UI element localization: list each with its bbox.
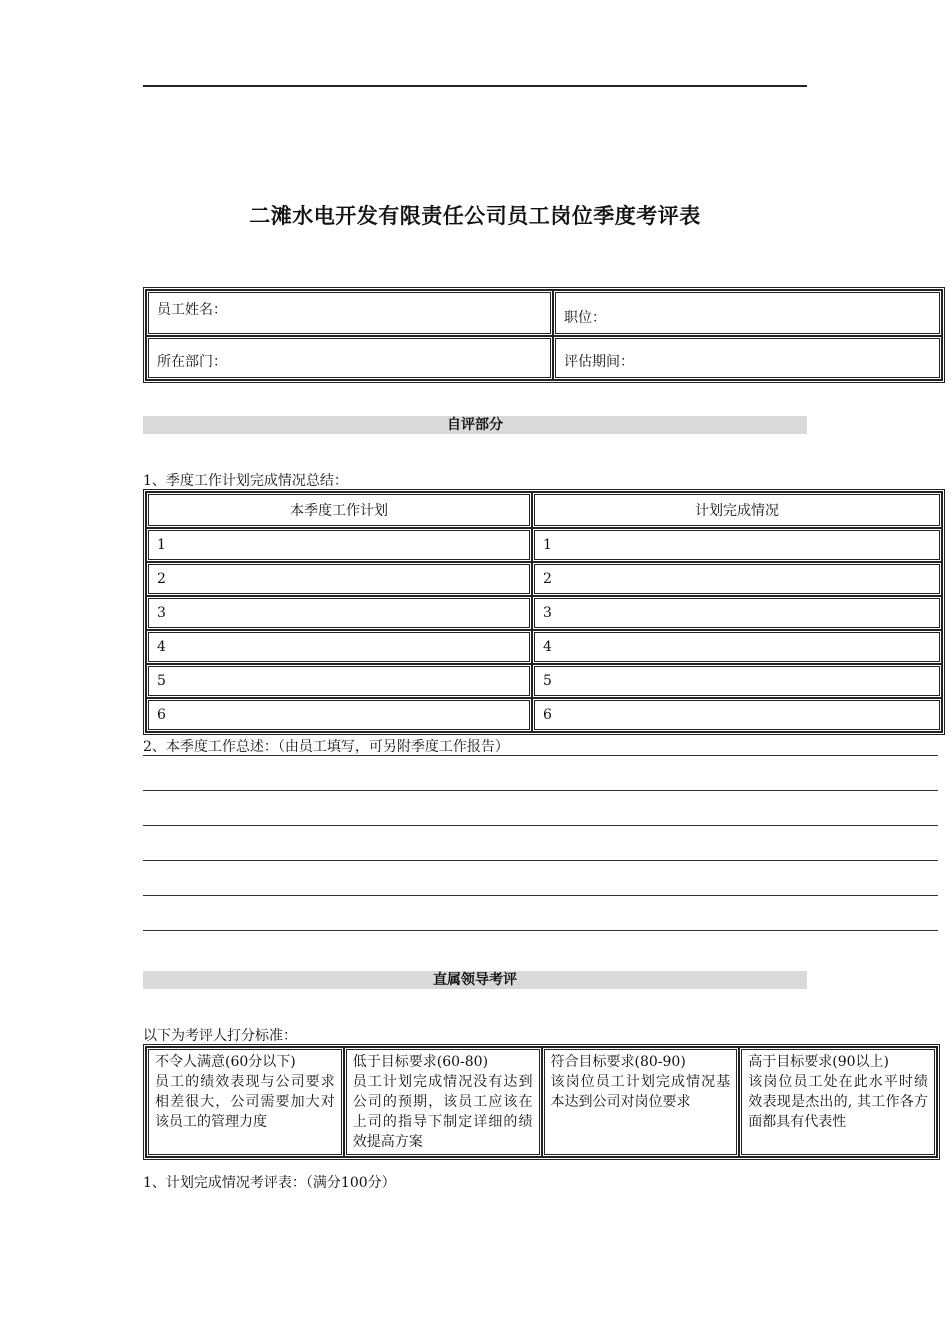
criteria-desc: 该岗位员工计划完成情况基本达到公司对岗位要求 <box>550 1074 731 1110</box>
period-label: 评估期间： <box>564 354 634 370</box>
plan-cell[interactable]: 2 <box>146 562 532 596</box>
work-summary-label: 2、本季度工作总述：（由员工填写，可另附季度工作报告） <box>143 739 509 755</box>
plan-cell[interactable]: 4 <box>146 630 532 664</box>
employee-info-table <box>143 287 945 383</box>
criteria-cell <box>146 1047 344 1157</box>
plan-cell[interactable]: 6 <box>146 698 532 732</box>
employee-name-field[interactable] <box>146 290 553 336</box>
completion-cell[interactable]: 5 <box>532 664 942 698</box>
department-field[interactable] <box>146 336 553 380</box>
completion-cell[interactable]: 4 <box>532 630 942 664</box>
table-row <box>146 664 942 698</box>
self-eval-section-header: 自评部分 <box>143 416 807 434</box>
completion-cell[interactable]: 1 <box>532 528 942 562</box>
writing-line[interactable] <box>143 755 938 756</box>
table-row <box>146 630 942 664</box>
plan-table <box>143 489 945 735</box>
writing-line[interactable] <box>143 860 938 861</box>
criteria-desc: 员工计划完成情况没有达到公司的预期，该员工应该在上司的指导下制定详细的绩效提高方案 <box>352 1074 533 1150</box>
table-row <box>146 596 942 630</box>
completion-cell[interactable]: 6 <box>532 698 942 732</box>
position-label: 职位： <box>564 310 606 326</box>
writing-line[interactable] <box>143 930 938 931</box>
table-row <box>146 698 942 732</box>
table-row <box>146 562 942 596</box>
plan-header: 本季度工作计划 <box>146 492 532 528</box>
page-title: 二滩水电开发有限责任公司员工岗位季度考评表 <box>249 204 701 228</box>
completion-cell[interactable]: 3 <box>532 596 942 630</box>
criteria-intro: 以下为考评人打分标准： <box>143 1028 297 1044</box>
leader-eval-section-header: 直属领导考评 <box>143 971 807 989</box>
completion-header: 计划完成情况 <box>532 492 942 528</box>
criteria-title: 符合目标要求(80-90) <box>550 1054 686 1070</box>
writing-line[interactable] <box>143 895 938 896</box>
criteria-title: 高于目标要求(90以上) <box>748 1054 889 1070</box>
plan-cell[interactable]: 3 <box>146 596 532 630</box>
criteria-cell <box>739 1047 937 1157</box>
criteria-cell <box>542 1047 740 1157</box>
criteria-title: 不令人满意(60分以下) <box>155 1054 296 1070</box>
position-field[interactable] <box>553 290 942 336</box>
period-field[interactable] <box>553 336 942 380</box>
writing-line[interactable] <box>143 790 938 791</box>
plan-cell[interactable]: 1 <box>146 528 532 562</box>
plan-summary-label: 1、季度工作计划完成情况总结： <box>143 473 348 489</box>
plan-eval-label: 1、计划完成情况考评表：（满分100分） <box>143 1175 396 1191</box>
scoring-criteria-table <box>143 1044 940 1160</box>
writing-line[interactable] <box>143 825 938 826</box>
completion-cell[interactable]: 2 <box>532 562 942 596</box>
criteria-desc: 员工的绩效表现与公司要求相差很大，公司需要加大对该员工的管理力度 <box>155 1074 335 1130</box>
criteria-title: 低于目标要求(60-80) <box>352 1054 489 1070</box>
employee-name-label: 员工姓名： <box>157 302 227 318</box>
criteria-desc: 该岗位员工处在此水平时绩效表现是杰出的, 其工作各方面都具有代表性 <box>748 1074 928 1130</box>
department-label: 所在部门： <box>157 354 227 370</box>
criteria-cell <box>344 1047 542 1157</box>
table-row <box>146 528 942 562</box>
header-rule <box>143 85 807 87</box>
plan-cell[interactable]: 5 <box>146 664 532 698</box>
